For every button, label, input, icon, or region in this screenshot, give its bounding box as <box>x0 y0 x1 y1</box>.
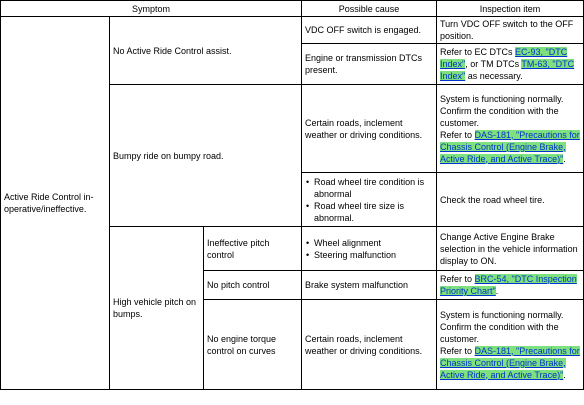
inspection-text: Refer to <box>440 129 475 140</box>
header-row <box>1 1 584 17</box>
cause-list <box>305 237 433 261</box>
cause-list <box>305 176 433 224</box>
inspection-text: Refer to <box>440 345 475 356</box>
inspection-cell: Turn VDC OFF switch to the OFF position. <box>437 17 584 44</box>
inspection-text: System is functioning normally. Confirm the condition with the customer. <box>440 93 564 128</box>
cause-cell: Brake system malfunction <box>302 271 437 300</box>
symptom-cell-bumpy-ride: Bumpy ride on bumpy road. <box>110 85 302 227</box>
cause-list-item: • Steering malfunction <box>305 249 433 261</box>
inspection-text: . <box>495 286 499 296</box>
sub-symptom-cell: No pitch control <box>204 271 302 300</box>
sub-symptom-cell: Ineffective pitch control <box>204 227 302 271</box>
cause-cell: Certain roads, inclement weather or driving conditions. <box>302 300 437 390</box>
cause-cell <box>302 227 437 271</box>
inspection-item-header: Inspection item <box>437 1 584 17</box>
inspection-cell <box>437 44 584 85</box>
cause-list-item: • Wheel alignment <box>305 237 433 249</box>
cause-cell: Certain roads, inclement weather or driving conditions. <box>302 85 437 173</box>
symptom-cell-no-assist: No Active Ride Control assist. <box>110 17 302 85</box>
table-row <box>1 17 584 44</box>
tm-dtc-index-link[interactable]: TM-63, "DTC Index" <box>440 59 575 81</box>
inspection-cell: Change Active Engine Brake selection in the vehicle information display to ON. <box>437 227 584 271</box>
symptom-header: Symptom <box>1 1 302 17</box>
inspection-cell: Check the road wheel tire. <box>437 173 584 227</box>
inspection-text: as necessary. <box>465 71 523 81</box>
main-symptom-cell: Active Ride Control in-operative/ineffective. <box>1 17 110 390</box>
cause-cell: VDC OFF switch is engaged. <box>302 17 437 44</box>
possible-cause-header: Possible cause <box>302 1 437 17</box>
cause-list-item: • Road wheel tire size is abnormal. <box>305 200 433 224</box>
inspection-text: . <box>563 153 566 164</box>
cause-cell <box>302 173 437 227</box>
inspection-cell <box>437 85 584 173</box>
das-181-precautions-link[interactable]: DAS-181, "Precautions for Chassis Control (Engine Brake, Active Ride, and Active Trace)" <box>440 345 580 380</box>
inspection-text: , or TM DTCs <box>465 59 522 69</box>
cause-cell: Engine or transmission DTCs present. <box>302 44 437 85</box>
ec-dtc-index-link[interactable]: EC-93, "DTC Index" <box>440 47 568 69</box>
inspection-cell <box>437 271 584 300</box>
inspection-text: System is functioning normally. Confirm the condition with the customer. <box>440 309 564 344</box>
inspection-text: Refer to <box>440 274 475 284</box>
brc-54-dtc-priority-link[interactable]: BRC-54, "DTC Inspection Priority Chart" <box>440 274 577 296</box>
symptom-cell-high-pitch: High vehicle pitch on bumps. <box>110 227 204 390</box>
cause-list-item: • Road wheel tire condition is abnormal <box>305 176 433 200</box>
inspection-text: Refer to EC DTCs <box>440 47 516 57</box>
inspection-text: . <box>563 369 566 380</box>
das-181-precautions-link[interactable]: DAS-181, "Precautions for Chassis Control (Engine Brake, Active Ride, and Active Trace)" <box>440 129 580 164</box>
inspection-cell <box>437 300 584 390</box>
sub-symptom-cell: No engine torque control on curves <box>204 300 302 390</box>
